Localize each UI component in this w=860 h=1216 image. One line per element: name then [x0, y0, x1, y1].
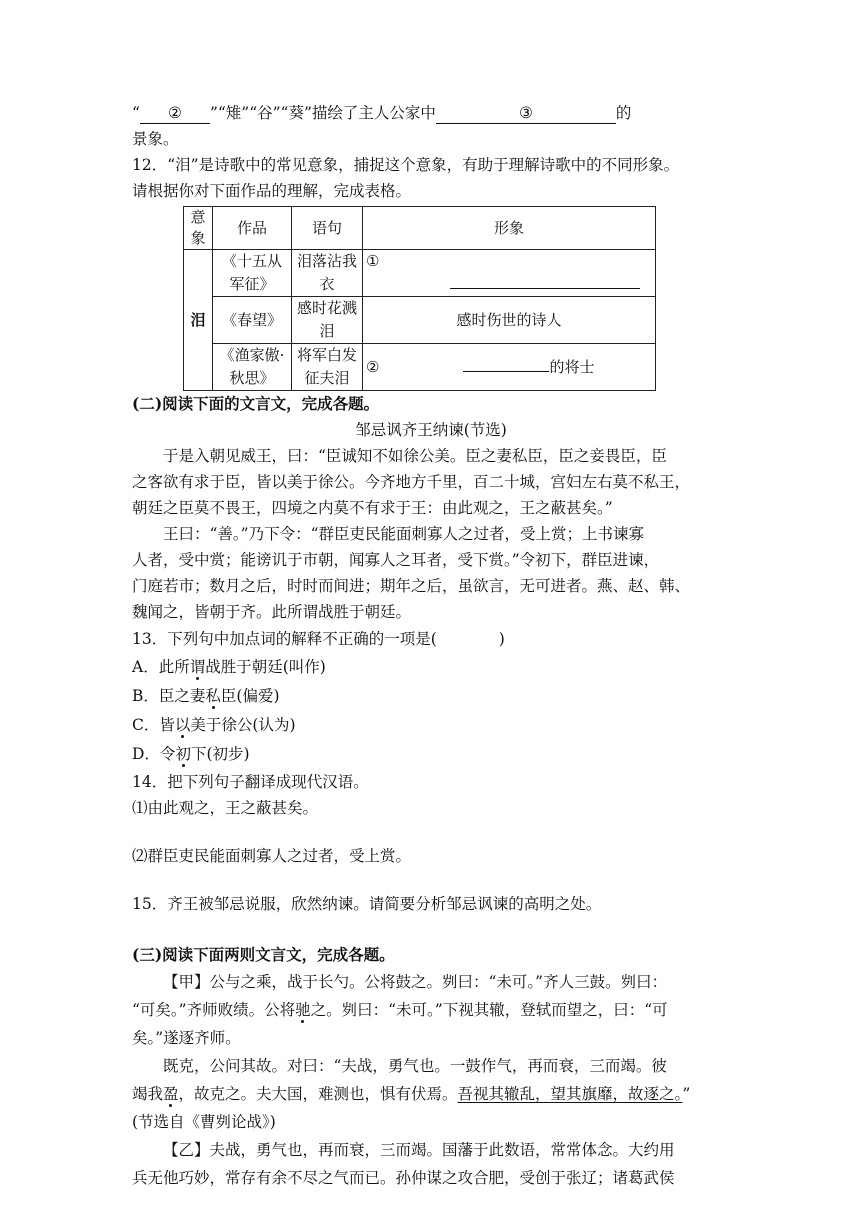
- fill-in-line: [132, 100, 730, 126]
- passage-line: 竭我盈，故克之。夫大国，难测也，惧有伏焉。吾视其辙乱，望其旗靡，故逐之。”: [132, 1085, 691, 1103]
- question-14: 14．把下列句子翻译成现代汉语。: [132, 773, 369, 791]
- blank-2: ②: [140, 103, 210, 124]
- figure-cell: 感时伤世的诗人: [363, 297, 656, 344]
- line-cell: 感时花溅泪: [292, 297, 363, 344]
- passage-line: 于是入朝见威王，曰：“臣诚知不如徐公美。臣之妻私臣，臣之妾畏臣，臣: [163, 447, 667, 465]
- table-row: [184, 297, 656, 344]
- passage-line: 兵无他巧妙，常存有余不尽之气而已。孙仲谋之攻合肥，受创于张辽；诸葛武侯: [132, 1169, 675, 1187]
- question-14-2: ⑵群臣吏民能面刺寡人之过者，受上赏。: [132, 847, 412, 865]
- imagery-word: 泪: [184, 250, 213, 391]
- passage-title: 邹忌讽齐王纳谏(节选): [355, 421, 507, 439]
- answer-space[interactable]: [132, 917, 730, 942]
- option-a[interactable]: A．此所谓战胜于朝廷(叫作): [132, 658, 326, 676]
- passage-line: 王曰：“善。”乃下令：“群臣吏民能面刺寡人之过者，受上赏；上书谏寡: [163, 525, 645, 543]
- question-13: 13．下列句中加点词的解释不正确的一项是( ): [132, 630, 505, 648]
- poem-table: [183, 206, 656, 391]
- work-cell: 《十五从军征》: [213, 250, 292, 297]
- header-work: 作品: [213, 207, 292, 250]
- open-quote: “: [132, 104, 140, 122]
- passage-line: 【乙】夫战，勇气也，再而衰，三而竭。国藩于此数语，常常体念。大约用: [163, 1141, 675, 1159]
- table-header-row: [184, 207, 656, 250]
- answer-space[interactable]: [132, 821, 730, 843]
- question-12-line2: 请根据你对下面作品的理解，完成表格。: [132, 182, 412, 200]
- blank-3: ③: [436, 103, 616, 124]
- question-12: 12．“泪”是诗歌中的常见意象，捕捉这个意象，有助于理解诗歌中的不同形象。: [132, 156, 680, 174]
- section-2-heading: (二)阅读下面的文言文，完成各题。: [132, 394, 380, 413]
- underlined-sentence: 吾视其辙乱，望其旗靡，故逐之。: [457, 1085, 683, 1103]
- header-imagery: 意象: [184, 207, 213, 250]
- passage-line: 门庭若市；数月之后，时时而间进；期年之后，虽欲言，无可进者。燕、赵、韩、: [132, 577, 691, 595]
- passage-line: 人者，受中赏；能谤讥于市朝，闻寡人之耳者，受下赏。”令初下，群臣进谏，: [132, 551, 660, 569]
- figure-cell[interactable]: ② 的将士: [363, 344, 656, 391]
- fill-in-end: 的: [615, 104, 632, 122]
- option-c[interactable]: C．皆以美于徐公(认为): [132, 716, 296, 734]
- work-cell: 《春望》: [213, 297, 292, 344]
- source-note: (节选自《曹刿论战》): [132, 1113, 276, 1131]
- document-page: [132, 100, 730, 1192]
- answer-blank-1[interactable]: [450, 288, 640, 289]
- table-row: [184, 250, 656, 297]
- question-15: 15．齐王被邹忌说服，欣然纳谏。请简要分析邹忌讽谏的高明之处。: [132, 895, 602, 913]
- passage-line: 魏闻之，皆朝于齐。此所谓战胜于朝廷。: [132, 603, 412, 621]
- line-cell: 泪落沾我衣: [292, 250, 363, 297]
- header-line: 语句: [292, 207, 363, 250]
- passage-line: 矣。”遂逐齐师。: [132, 1029, 241, 1047]
- passage-line: “可矣。”齐师败绩。公将驰之。刿曰：“未可。”下视其辙，登轼而望之，曰：“可: [132, 1001, 668, 1019]
- passage-line: 【甲】公与之乘，战于长勺。公将鼓之。刿曰：“未可。”齐人三鼓。刿曰：: [163, 973, 668, 991]
- table-row: [184, 344, 656, 391]
- work-cell: 《渔家傲·秋思》: [213, 344, 292, 391]
- passage-line: 朝廷之臣莫不畏王，四境之内莫不有求于王：由此观之，王之蔽甚矣。”: [132, 499, 613, 517]
- answer-space[interactable]: [132, 869, 730, 891]
- answer-blank-2[interactable]: [463, 371, 549, 372]
- line-cell: 将军白发征夫泪: [292, 344, 363, 391]
- option-b[interactable]: B．臣之妻私臣(偏爱): [132, 687, 280, 705]
- passage-line: 既克，公问其故。对曰：“夫战，勇气也。一鼓作气，再而衰，三而竭。彼: [163, 1057, 667, 1075]
- fill-in-line-2: 景象。: [132, 130, 179, 148]
- fill-in-text: ”“雉”“谷”“葵”描绘了主人公家中: [209, 104, 436, 122]
- option-d[interactable]: D．令初下(初步): [132, 745, 250, 763]
- passage-line: 之客欲有求于臣，皆以美于徐公。今齐地方千里，百二十城，宫妇左右莫不私王，: [132, 473, 691, 491]
- header-figure: 形象: [363, 207, 656, 250]
- question-14-1: ⑴由此观之，王之蔽甚矣。: [132, 799, 319, 817]
- figure-cell[interactable]: ①: [363, 250, 656, 297]
- section-3-heading: (三)阅读下面两则文言文，完成各题。: [132, 945, 395, 964]
